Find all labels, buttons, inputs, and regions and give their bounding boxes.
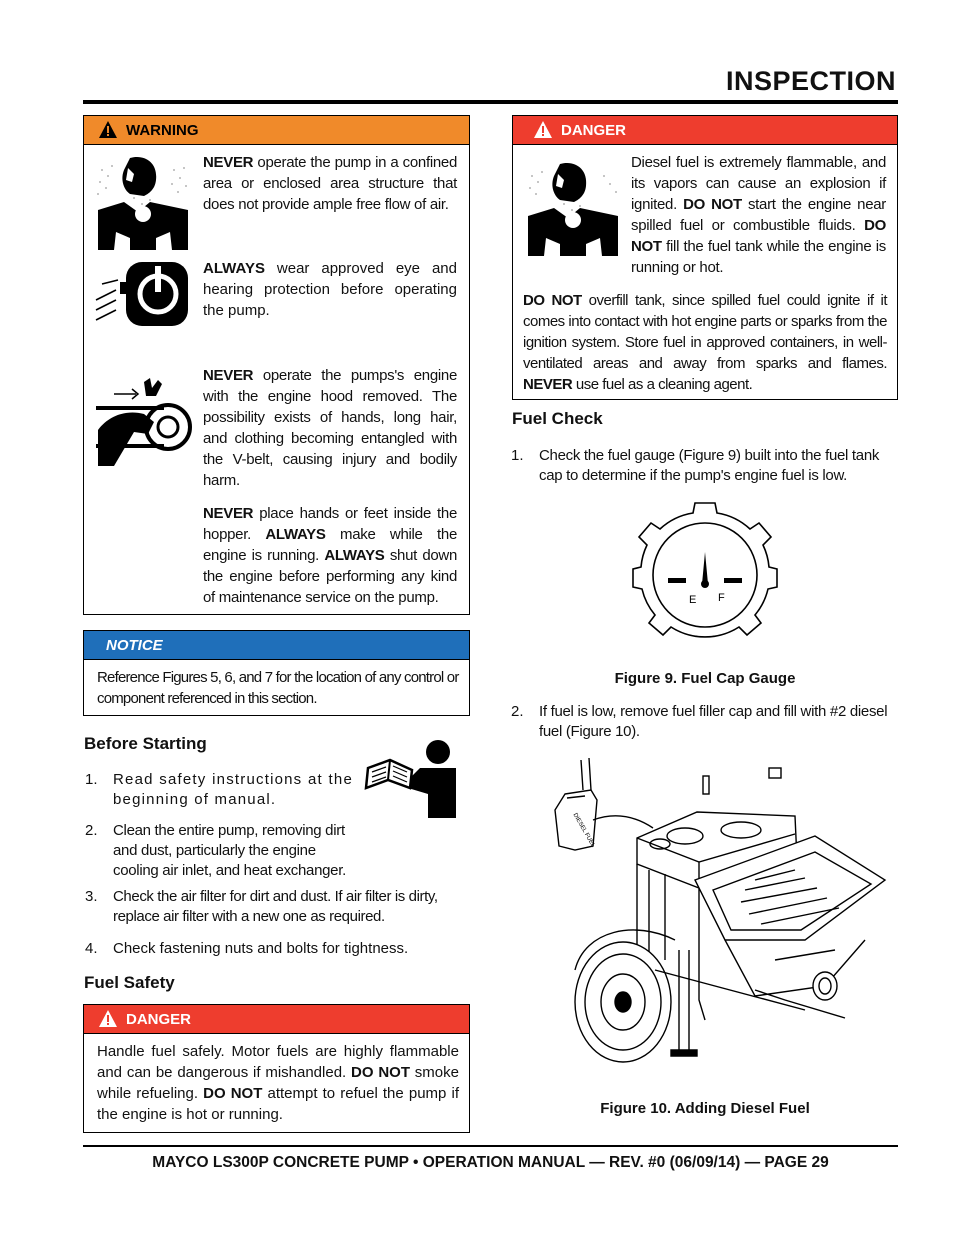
danger-triangle-icon bbox=[98, 1009, 118, 1029]
fuel-safety-heading: Fuel Safety bbox=[84, 973, 175, 992]
figure-10-caption: Figure 10. Adding Diesel Fuel bbox=[600, 1100, 810, 1117]
read-manual-icon bbox=[364, 738, 459, 820]
fuel-safety-danger-text: Handle fuel safely. Motor fuels are highly flammable and can be dangerous if mishandled. DO NOT smoke while refueling. DO NOT attempt to refuel the pump if the engine is hot or running. bbox=[97, 1043, 459, 1123]
warning-triangle-icon bbox=[98, 120, 118, 140]
warning-box bbox=[83, 115, 470, 615]
notice-box bbox=[83, 630, 470, 716]
notice-text: Reference Figures 5, 6, and 7 for the location of any control or component referenced in this section. bbox=[97, 669, 459, 707]
adding-diesel-fuel-figure bbox=[545, 750, 890, 1080]
danger-triangle-icon bbox=[533, 120, 553, 140]
belt-entanglement-icon bbox=[94, 374, 194, 468]
fuel-safety-danger-header bbox=[84, 1005, 469, 1034]
toxic-fumes-icon bbox=[523, 156, 625, 258]
before-starting-heading: Before Starting bbox=[84, 734, 207, 753]
warning-header bbox=[84, 116, 469, 145]
fuel-cap-gauge-figure bbox=[630, 500, 780, 650]
diesel-fuel-can-label: DIESEL FUEL bbox=[571, 812, 596, 849]
diesel-danger-text-2: DO NOT overfill tank, since spilled fuel could ignite if it comes into contact with hot engine parts or sparks from the ignition system. Store fuel in approved containers, in well-ventilated areas and away from sparks and flames. NEVER use fuel as a cleaning agent. bbox=[523, 292, 887, 393]
diesel-danger-label: DANGER bbox=[561, 121, 627, 139]
warning-label: WARNING bbox=[126, 121, 199, 139]
warning-para-4: NEVER place hands or feet inside the hopper. ALWAYS make while the engine is running. ALWAYS shut down the engine before performing any kind of maintenance service on the pump. bbox=[203, 505, 458, 606]
warning-para-3: NEVER operate the pumps's engine with the engine hood removed. The possibility exists of hands, long hair, and clothing becoming entangled with the V-belt, causing injury and bodily harm. bbox=[203, 367, 457, 489]
gauge-e-label: E bbox=[689, 594, 697, 606]
gauge-f-label: F bbox=[718, 592, 725, 604]
page-title: INSPECTION bbox=[725, 66, 896, 96]
warning-para-2: ALWAYS wear approved eye and hearing protection before operating the pump. bbox=[203, 260, 457, 319]
page-footer: MAYCO LS300P CONCRETE PUMP • OPERATION MANUAL — REV. #0 (06/09/14) — PAGE 29 bbox=[152, 1154, 829, 1171]
top-rule bbox=[83, 100, 898, 104]
toxic-fumes-icon bbox=[94, 150, 194, 252]
diesel-danger-text-1: Diesel fuel is extremely flammable, and its vapors can cause an explosion if ignited. DO NOT start the engine near spilled fuel or combustible fluids. DO NOT fill the fuel tank while the engine is running or hot. bbox=[631, 154, 887, 276]
notice-header: NOTICE bbox=[84, 631, 469, 660]
figure-9-caption: Figure 9. Fuel Cap Gauge bbox=[614, 670, 796, 687]
diesel-danger-box bbox=[512, 115, 898, 400]
eye-ear-protection-icon bbox=[94, 260, 194, 330]
gauge-empty-mark bbox=[668, 578, 686, 583]
fuel-safety-danger-label: DANGER bbox=[126, 1010, 192, 1028]
diesel-danger-header bbox=[513, 116, 897, 145]
gauge-full-mark bbox=[724, 578, 742, 583]
fuel-check-heading: Fuel Check bbox=[512, 409, 603, 428]
bottom-rule bbox=[83, 1145, 898, 1147]
warning-para-1: NEVER operate the pump in a confined area or enclosed area structure that does not provide ample free flow of air. bbox=[203, 154, 457, 213]
fuel-safety-danger-box bbox=[83, 1004, 470, 1133]
